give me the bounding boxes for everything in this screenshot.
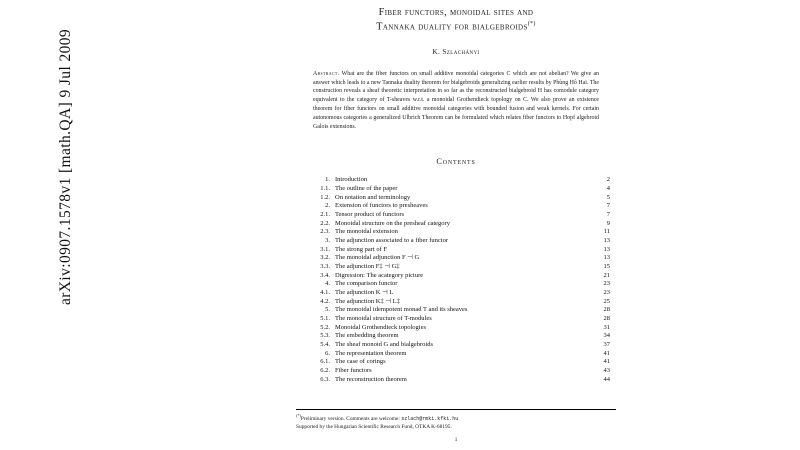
toc-entry[interactable] [304,341,610,350]
toc-entry[interactable] [304,237,610,246]
toc-entry-number: 5. [325,306,330,314]
toc-entry-page: 7 [606,202,610,210]
toc-entry-page: 28 [603,315,610,323]
toc-entry-number: 6.3. [320,375,330,383]
toc-entry-number: 4.1. [320,289,330,297]
toc-entry[interactable] [304,263,610,272]
toc-entry-label: Digression: The acategory picture [335,271,424,279]
toc-entry-number: 1.2. [320,193,330,201]
toc-entry-number: 1. [325,176,330,184]
toc-entry-label: The adjunction K ⊣ L [335,289,394,297]
toc-entry[interactable] [304,228,610,237]
toc-entry-number: 5.2. [320,323,330,331]
toc-entry-page: 21 [603,271,610,279]
toc-entry-number: 5.3. [320,332,330,340]
footnote-marker: (*) [296,413,301,418]
toc-entry-page: 5 [606,193,610,201]
title-footnote-marker: (*) [527,21,536,28]
toc-entry[interactable] [304,185,610,194]
toc-entry-number: 4. [325,280,330,288]
toc-entry-page: 41 [603,358,610,366]
toc-entry-label: The embedding theorem [335,332,399,340]
toc-entry-number: 3.2. [320,254,330,262]
title-line-2: Tannaka duality for bialgebroids [376,21,528,33]
toc-entry-label: Fiber functors [335,367,372,375]
toc-entry[interactable] [304,324,610,333]
toc-entry-label: Tensor product of functors [335,211,405,219]
toc-entry-page: 9 [606,219,610,227]
toc-entry[interactable] [304,358,610,367]
toc-entry-number: 6.2. [320,367,330,375]
toc-entry-page: 11 [603,228,610,236]
toc-entry-number: 2.2. [320,219,330,227]
toc-entry-number: 2. [325,202,330,210]
footnote-text: Preliminary version. Comments are welcome: [300,415,402,422]
table-of-contents [304,176,610,384]
toc-entry-label: Monoidal structure on the presheaf category [335,219,450,227]
toc-entry-number: 3.3. [320,263,330,271]
toc-entry[interactable] [304,176,610,185]
toc-entry-number: 3.4. [320,271,330,279]
toc-entry-label: The adjunction F‡ ⊣ G‡ [335,263,400,271]
abstract-block [313,70,599,133]
toc-entry[interactable] [304,367,610,376]
toc-entry-label: The monoidal extension [335,228,398,236]
toc-entry-number: 4.2. [320,297,330,305]
toc-entry-label: The monoidal idempotent monad T and its sheaves [335,306,468,314]
toc-entry[interactable] [304,350,610,359]
toc-entry-page: 13 [603,254,610,262]
toc-entry[interactable] [304,289,610,298]
toc-entry[interactable] [304,202,610,211]
toc-entry-page: 34 [603,332,610,340]
toc-entry[interactable] [304,254,610,263]
toc-entry-page: 15 [603,263,610,271]
toc-entry-label: The outline of the paper [335,185,398,192]
toc-entry-page: 31 [603,323,610,331]
funding-note: Supported by the Hungarian Scientific Research Fund, OTKA K-68195. [296,424,452,431]
toc-entry-page: 28 [603,306,610,314]
author-name: K. Szlachányi [432,47,480,56]
toc-entry[interactable] [304,280,610,289]
toc-entry[interactable] [304,298,610,307]
contents-heading: Contents [436,157,476,167]
toc-entry[interactable] [304,332,610,341]
toc-entry-page: 4 [606,185,610,192]
toc-entry-page: 23 [603,280,610,288]
toc-entry-label: The representation theorem [335,349,407,357]
arxiv-identifier-stamp: arXiv:0907.1578v1 [math.QA] 9 Jul 2009 [57,28,74,306]
toc-entry-page: 25 [603,297,610,305]
toc-entry-label: The case of corings [335,358,386,366]
toc-entry-number: 2.3. [320,228,330,236]
toc-entry-page: 2 [606,176,610,184]
toc-entry[interactable] [304,220,610,229]
toc-entry-page: 7 [606,211,610,219]
toc-entry-number: 1.1. [320,185,330,192]
footnote-block [296,409,616,431]
toc-entry-label: Introduction [335,176,368,184]
toc-entry-number: 5.4. [320,341,330,349]
abstract-text: What are the fiber functors on small additive monoidal categories C which are not abelian? We give an answer which leads to a new Tannaka duality theorem for bialgebroids generalizing earlier results by Phùng Hô Hai. The construction reveals a sheaf theoretic interpretation in so far as the reconstructed bialgebroid H has comodule category equivalent to the category of T-sheaves w.r.t. a monoidal Grothendieck topology on C. We also prove an existence theorem for fiber functors on small additive monoidal categories with bounded fusion and weak kernels. For certain autonomous categories a generalized Ulbrich Theorem can be formulated which relates fiber functors to Hopf algebroid Galois extensions. [313,70,599,131]
toc-entry-label: The sheaf monoid G and bialgebroids [335,341,434,349]
title-line-2-wrap [296,20,616,34]
toc-entry-page: 37 [603,341,610,349]
toc-entry[interactable] [304,272,610,281]
toc-entry-label: The monoidal adjunction F ⊣ G [335,254,420,262]
contact-email[interactable]: szlach@rmki.kfki.hu [401,415,459,422]
paper-body [296,0,616,384]
toc-entry-label: The strong part of F [335,245,387,253]
toc-entry-label: On notation and terminology [335,193,411,201]
toc-entry-label: The adjunction K‡ ⊣ L‡ [335,297,400,305]
title-line-1: Fiber functors, monoidal sites and [378,7,534,18]
toc-entry-page: 41 [603,349,610,357]
toc-entry-label: The monoidal structure of T-modules [335,315,432,323]
toc-entry[interactable] [304,246,610,255]
toc-entry-number: 3.1. [320,245,330,253]
toc-entry-number: 2.1. [320,211,330,219]
page-title [296,6,616,35]
abstract-label: Abstract. [313,70,340,77]
toc-entry[interactable] [304,315,610,324]
toc-entry-label: The comparison functor [335,280,398,288]
toc-entry[interactable] [304,376,610,385]
toc-entry-page: 44 [603,375,610,383]
toc-entry-label: Extension of functors to presheaves [335,202,428,210]
toc-entry-label: The reconstruction theorem [335,375,407,383]
toc-entry-page: 43 [603,367,610,375]
toc-entry-page: 13 [603,237,610,245]
toc-entry-label: Monoidal Grothendieck topologies [335,323,426,331]
toc-entry[interactable] [304,194,610,203]
toc-entry-number: 5.1. [320,315,330,323]
page-number: 1 [454,437,458,443]
toc-entry-number: 6. [325,349,330,357]
toc-entry-number: 3. [325,237,330,245]
toc-entry-page: 23 [603,289,610,297]
toc-entry-page: 13 [603,245,610,253]
toc-entry-label: The adjunction associated to a fiber functor [335,237,448,245]
toc-entry[interactable] [304,306,610,315]
toc-entry[interactable] [304,211,610,220]
toc-entry-number: 6.1. [320,358,330,366]
